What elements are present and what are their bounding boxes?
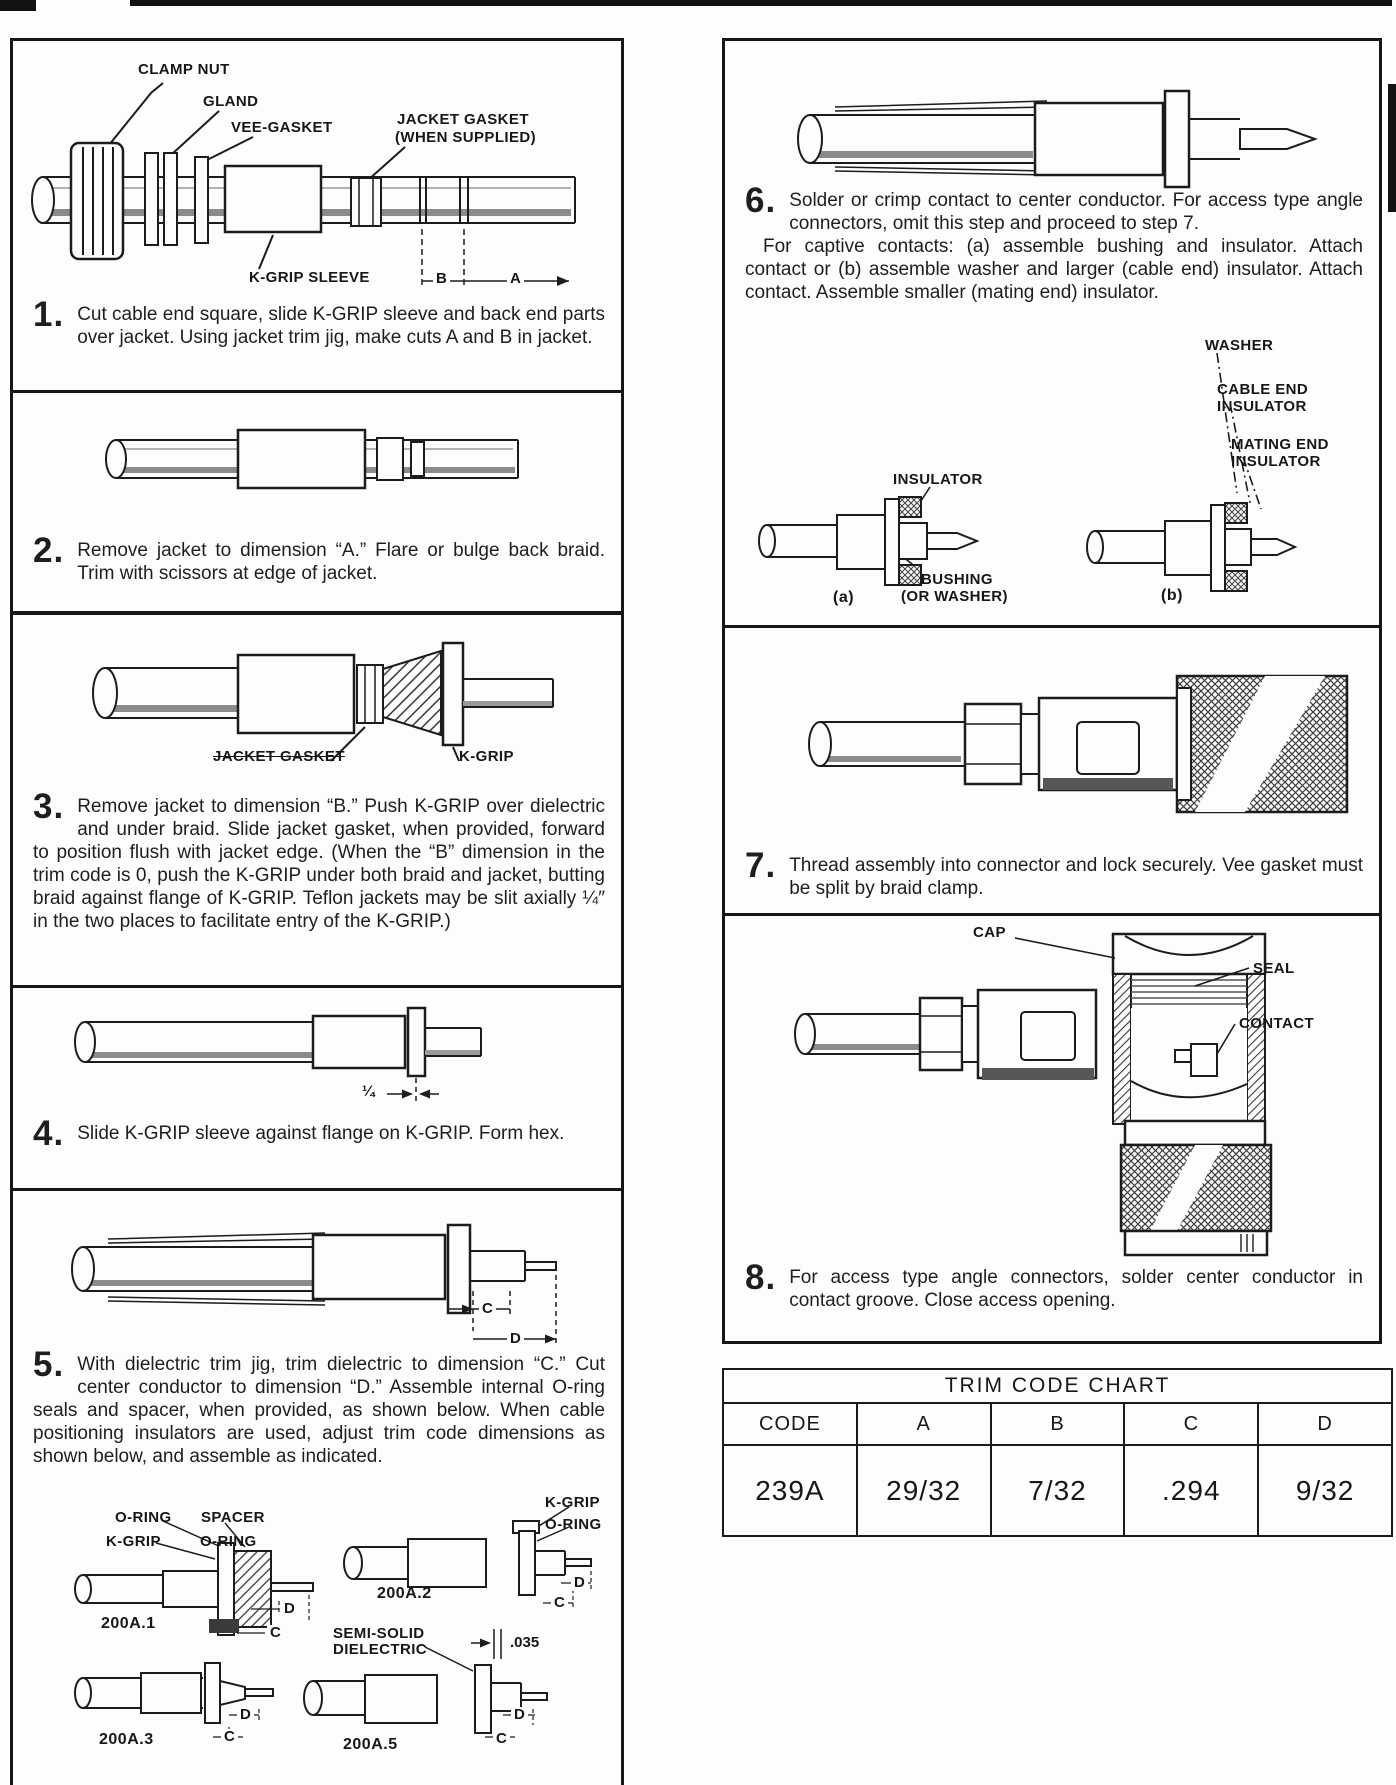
semi-solid-label: SEMI-SOLID: [333, 1625, 425, 1642]
step-2-number: 2.: [33, 531, 65, 570]
step6-diagram: [725, 41, 1373, 622]
spacer-label: SPACER: [201, 1509, 265, 1526]
step-8-text: [745, 1258, 1363, 1312]
step1-diagram: [13, 41, 615, 293]
step-3-panel: [10, 612, 624, 991]
col-header-a: A: [857, 1403, 991, 1445]
step-1-panel: [10, 38, 624, 396]
mating-end-insulator-label2: INSULATOR: [1231, 453, 1321, 470]
dim-d-value: 9/32: [1258, 1445, 1392, 1536]
step-6-panel: [722, 38, 1382, 631]
step-4-number: 4.: [33, 1114, 65, 1153]
step-6-text: [745, 181, 1363, 304]
step2-diagram: [13, 397, 615, 525]
dim-a-value: 29/32: [857, 1445, 991, 1536]
dim-a-label: A: [507, 271, 524, 287]
dim-b-value: 7/32: [991, 1445, 1125, 1536]
step-8-panel: [722, 913, 1382, 1344]
step-7-text: [745, 846, 1363, 900]
dim-d-label: D: [571, 1575, 588, 1591]
k-grip-label: K-GRIP: [459, 748, 514, 765]
vee-gasket-label: VEE-GASKET: [231, 119, 333, 136]
scan-artifact: [0, 0, 36, 11]
scan-artifact: [1388, 84, 1396, 212]
col-header-c: C: [1124, 1403, 1258, 1445]
col-header-d: D: [1258, 1403, 1392, 1445]
fig-200A5-caption: 200A.5: [343, 1736, 398, 1753]
dim-d-label: D: [507, 1331, 524, 1347]
step-3-text: [33, 787, 605, 933]
col-header-code: CODE: [723, 1403, 857, 1445]
col-header-b: B: [991, 1403, 1125, 1445]
washer-label: WASHER: [1205, 337, 1274, 354]
step-5-text: [33, 1345, 605, 1468]
contact-label: CONTACT: [1239, 1015, 1315, 1032]
step-5-panel: [10, 1188, 624, 1785]
dim-c-label: C: [479, 1301, 496, 1317]
o-ring-label: O-RING: [200, 1533, 257, 1550]
step-1-paragraph: Cut cable end square, slide K-GRIP sleeve and back end parts over jacket. Using jacket trim jig, make cuts A and B in jacket.: [77, 304, 605, 348]
trim-chart-title: TRIM CODE CHART: [723, 1369, 1392, 1403]
semi-solid-label2: DIELECTRIC: [333, 1641, 427, 1658]
step5-diagram: [13, 1191, 615, 1780]
step-4-paragraph: Slide K-GRIP sleeve against flange on K-GRIP. Form hex.: [77, 1123, 565, 1144]
step-2-text: [33, 531, 605, 585]
mating-end-insulator-label: MATING END: [1231, 436, 1329, 453]
o-ring-label: O-RING: [115, 1509, 172, 1526]
step-2-paragraph: Remove jacket to dimension “A.” Flare or bulge back braid. Trim with scissors at edge of jacket.: [77, 540, 605, 584]
dim-b-label: B: [433, 271, 450, 287]
dim-c-value: .294: [1124, 1445, 1258, 1536]
step7-diagram: [725, 628, 1373, 850]
step-3-number: 3.: [33, 787, 65, 826]
trim-chart-row: [723, 1445, 1392, 1536]
step-3-paragraph: Remove jacket to dimension “B.” Push K-GRIP over dielectric and under braid. Slide jacket gasket, when provided, forward to position flush with jacket edge. (When the “B” dimension in the trim code is 0, push the K-GRIP under both braid and jacket, butting braid against flange of K-GRIP. Teflon jackets may be slit axially ¼″ in the two places to facilitate entry of the K-GRIP.): [33, 796, 605, 932]
fig-200A2-caption: 200A.2: [377, 1585, 432, 1602]
step-1-text: [33, 295, 605, 349]
cap-label: CAP: [973, 924, 1006, 941]
scan-artifact: [130, 0, 1392, 6]
cable-end-insulator-label2: INSULATOR: [1217, 398, 1307, 415]
step-1-number: 1.: [33, 295, 65, 334]
step-6-paragraph-1: Solder or crimp contact to center conductor. For access type angle connectors, omit this step and proceed to step 7.: [789, 190, 1363, 234]
dim-d-label: D: [511, 1707, 528, 1723]
bushing-label: BUSHING: [921, 571, 993, 588]
dim-d-label: D: [237, 1707, 254, 1723]
step-6-paragraph-2: For captive contacts: (a) assemble bushing and insulator. Attach contact or (b) assemble washer and larger (cable end) insulator. Attach contact. Assemble smaller (mating end) insulator.: [745, 236, 1363, 303]
dim-c-label: C: [493, 1731, 510, 1747]
step-7-panel: [722, 625, 1382, 919]
jacket-gasket-label: JACKET GASKET: [213, 748, 345, 765]
dim-d-label: D: [281, 1601, 298, 1617]
insulator-label: INSULATOR: [893, 471, 983, 488]
jacket-gasket-sublabel: (WHEN SUPPLIED): [395, 129, 536, 146]
step-4-text: [33, 1114, 605, 1153]
fig-a-caption: (a): [833, 589, 855, 606]
gland-label: GLAND: [203, 93, 259, 110]
step-7-number: 7.: [745, 846, 777, 885]
dim-035-label: .035: [507, 1635, 542, 1651]
step-8-number: 8.: [745, 1258, 777, 1297]
seal-label: SEAL: [1253, 960, 1295, 977]
jacket-gasket-label: JACKET GASKET: [397, 111, 529, 128]
step-5-paragraph: With dielectric trim jig, trim dielectric to dimension “C.” Cut center conductor to dimension “D.” Assemble internal O-ring seals and spacer, when provided, as shown below. When cable positioning insulators are used, adjust trim code dimensions as shown below, and assemble as indicated.: [33, 1354, 605, 1467]
step-8-paragraph: For access type angle connectors, solder center conductor in contact groove. Close access opening.: [789, 1267, 1363, 1311]
trim-code-chart: [722, 1368, 1393, 1537]
step4-diagram: [13, 990, 615, 1114]
step-6-number: 6.: [745, 181, 777, 220]
fig-b-caption: (b): [1161, 587, 1183, 604]
fig-200A1-caption: 200A.1: [101, 1615, 156, 1632]
cable-end-insulator-label: CABLE END: [1217, 381, 1309, 398]
k-grip-label: K-GRIP: [106, 1533, 161, 1550]
dim-c-label: C: [551, 1595, 568, 1611]
k-grip-sleeve-label: K-GRIP SLEEVE: [249, 269, 370, 286]
fig-200A3-caption: 200A.3: [99, 1731, 154, 1748]
o-ring-label: O-RING: [545, 1516, 602, 1533]
clamp-nut-label: CLAMP NUT: [138, 61, 230, 78]
step-7-paragraph: Thread assembly into connector and lock securely. Vee gasket must be split by braid clamp.: [789, 855, 1363, 899]
trim-code-value: 239A: [723, 1445, 857, 1536]
dim-c-label: C: [267, 1625, 284, 1641]
step-5-number: 5.: [33, 1345, 65, 1384]
step-4-panel: [10, 985, 624, 1194]
bushing-label2: (OR WASHER): [901, 588, 1008, 605]
k-grip-label: K-GRIP: [545, 1494, 600, 1511]
step-2-panel: [10, 390, 624, 614]
dim-c-label: C: [221, 1729, 238, 1745]
dim-quarter-label: ¼: [359, 1084, 378, 1100]
